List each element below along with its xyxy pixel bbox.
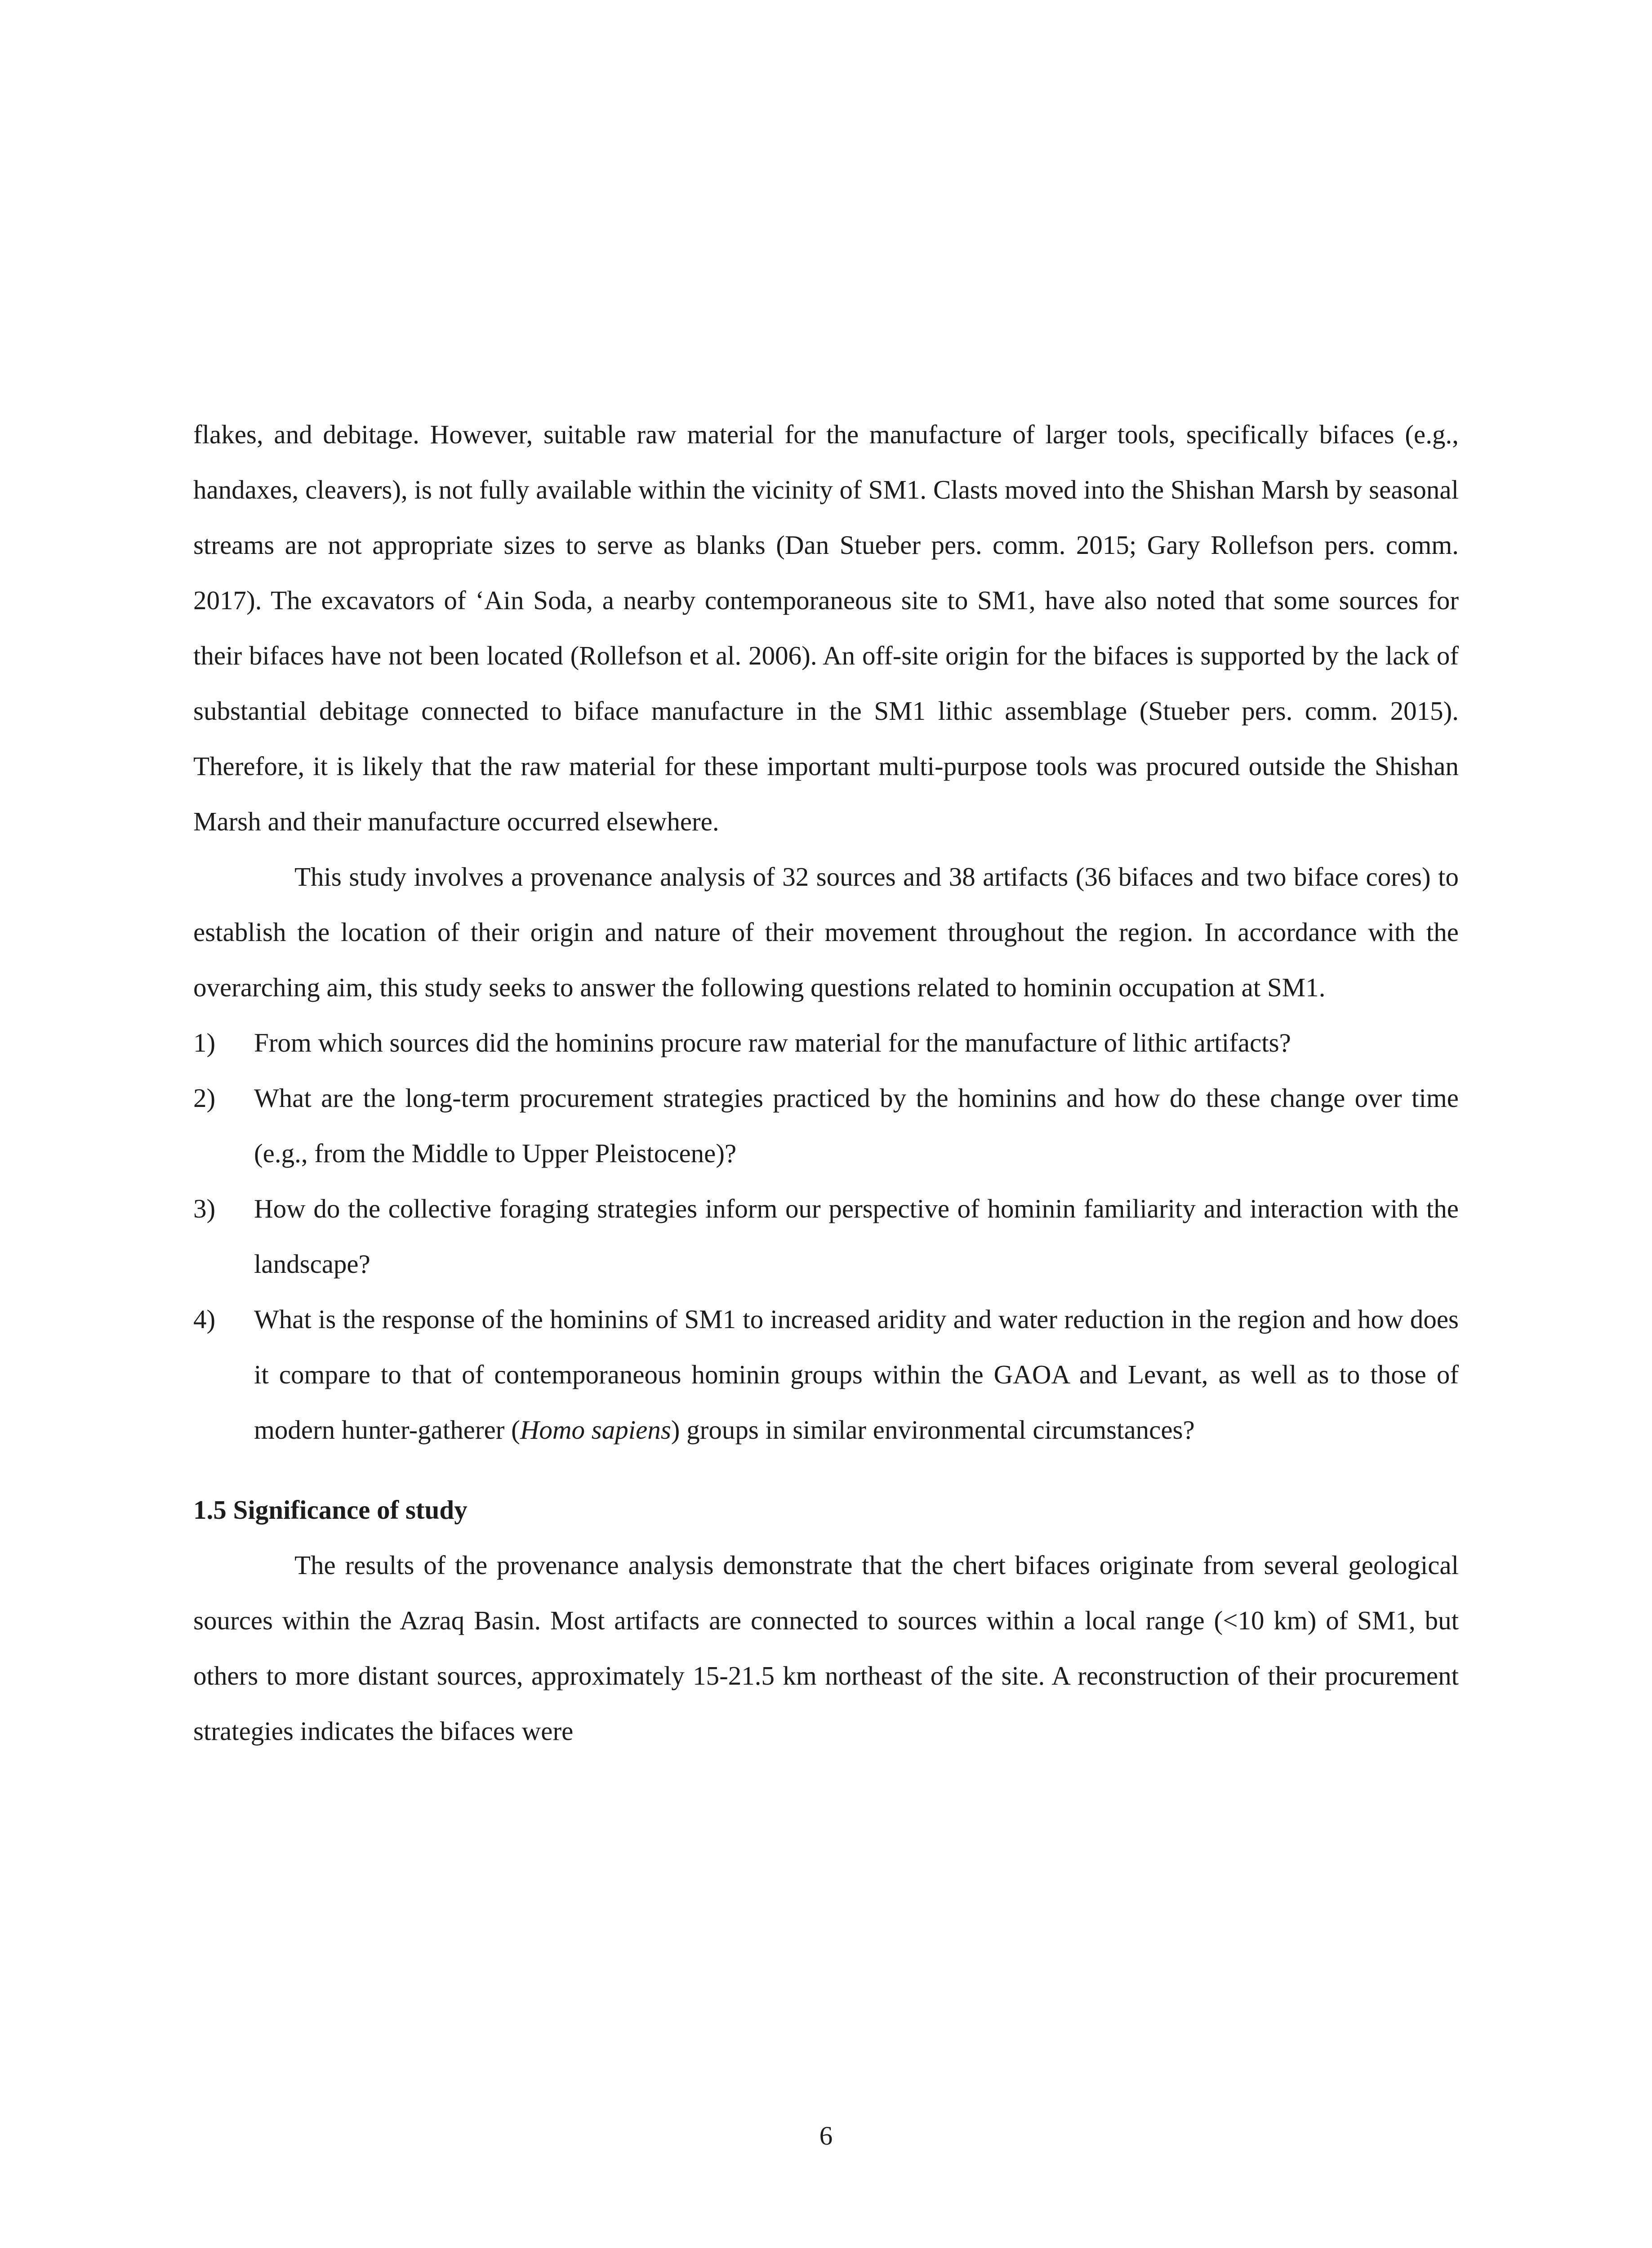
question-number: 4) [193, 1304, 216, 1334]
research-questions-list [193, 1015, 1459, 1458]
question-text-before: What is the response of the hominins of SM1 to increased aridity and water reduction in the region and how does it compare to that of contemporaneous hominin groups within the GAOA and Levant, as well as to those of modern hunter-gatherer ( [254, 1304, 1459, 1445]
research-question-2 [193, 1070, 1459, 1181]
page-content [193, 407, 1459, 1759]
body-paragraph-2: This study involves a provenance analysis of 32 sources and 38 artifacts (36 bifaces and two biface cores) to establish the location of their origin and nature of their movement throughout the region. In accordance with the overarching aim, this study seeks to answer the following questions related to hominin occupation at SM1. [193, 862, 1459, 1002]
body-paragraph-3: The results of the provenance analysis demonstrate that the chert bifaces originate from several geological sources within the Azraq Basin. Most artifacts are connected to sources within a local range (<10 km) of SM1, but others to more distant sources, approximately 15-21.5 km northeast of the site. A reconstruction of their procurement strategies indicates the bifaces were [193, 1550, 1459, 1746]
section-heading: 1.5 Significance of study [193, 1495, 468, 1525]
question-text: How do the collective foraging strategies inform our perspective of hominin familiarity and interaction with the landscape? [254, 1194, 1459, 1279]
question-text: What are the long-term procurement strategies practiced by the hominins and how do these change over time (e.g., from the Middle to Upper Pleistocene)? [254, 1083, 1459, 1168]
species-name-italic: Homo sapiens [520, 1415, 671, 1445]
question-number: 2) [193, 1083, 216, 1113]
question-number: 3) [193, 1194, 216, 1223]
research-question-1 [193, 1015, 1459, 1070]
body-paragraph-1: flakes, and debitage. However, suitable raw material for the manufacture of larger tools, specifically bifaces (e.g., handaxes, cleavers), is not fully available within the vicinity of SM1. Clasts moved into the Shishan Marsh by seasonal streams are not appropriate sizes to serve as blanks (Dan Stueber pers. comm. 2015; Gary Rollefson pers. comm. 2017). The excavators of ‘Ain Soda, a nearby contemporaneous site to SM1, have also noted that some sources for their bifaces have not been located (Rollefson et al. 2006). An off-site origin for the bifaces is supported by the lack of substantial debitage connected to biface manufacture in the SM1 lithic assemblage (Stueber pers. comm. 2015). Therefore, it is likely that the raw material for these important multi-purpose tools was procured outside the Shishan Marsh and their manufacture occurred elsewhere. [193, 419, 1459, 836]
research-question-4 [193, 1292, 1459, 1458]
question-number: 1) [193, 1028, 216, 1057]
question-text-after: ) groups in similar environmental circumstances? [671, 1415, 1195, 1445]
page-number: 6 [819, 2121, 833, 2150]
research-question-3 [193, 1181, 1459, 1292]
question-text: From which sources did the hominins procure raw material for the manufacture of lithic artifacts? [254, 1028, 1291, 1057]
